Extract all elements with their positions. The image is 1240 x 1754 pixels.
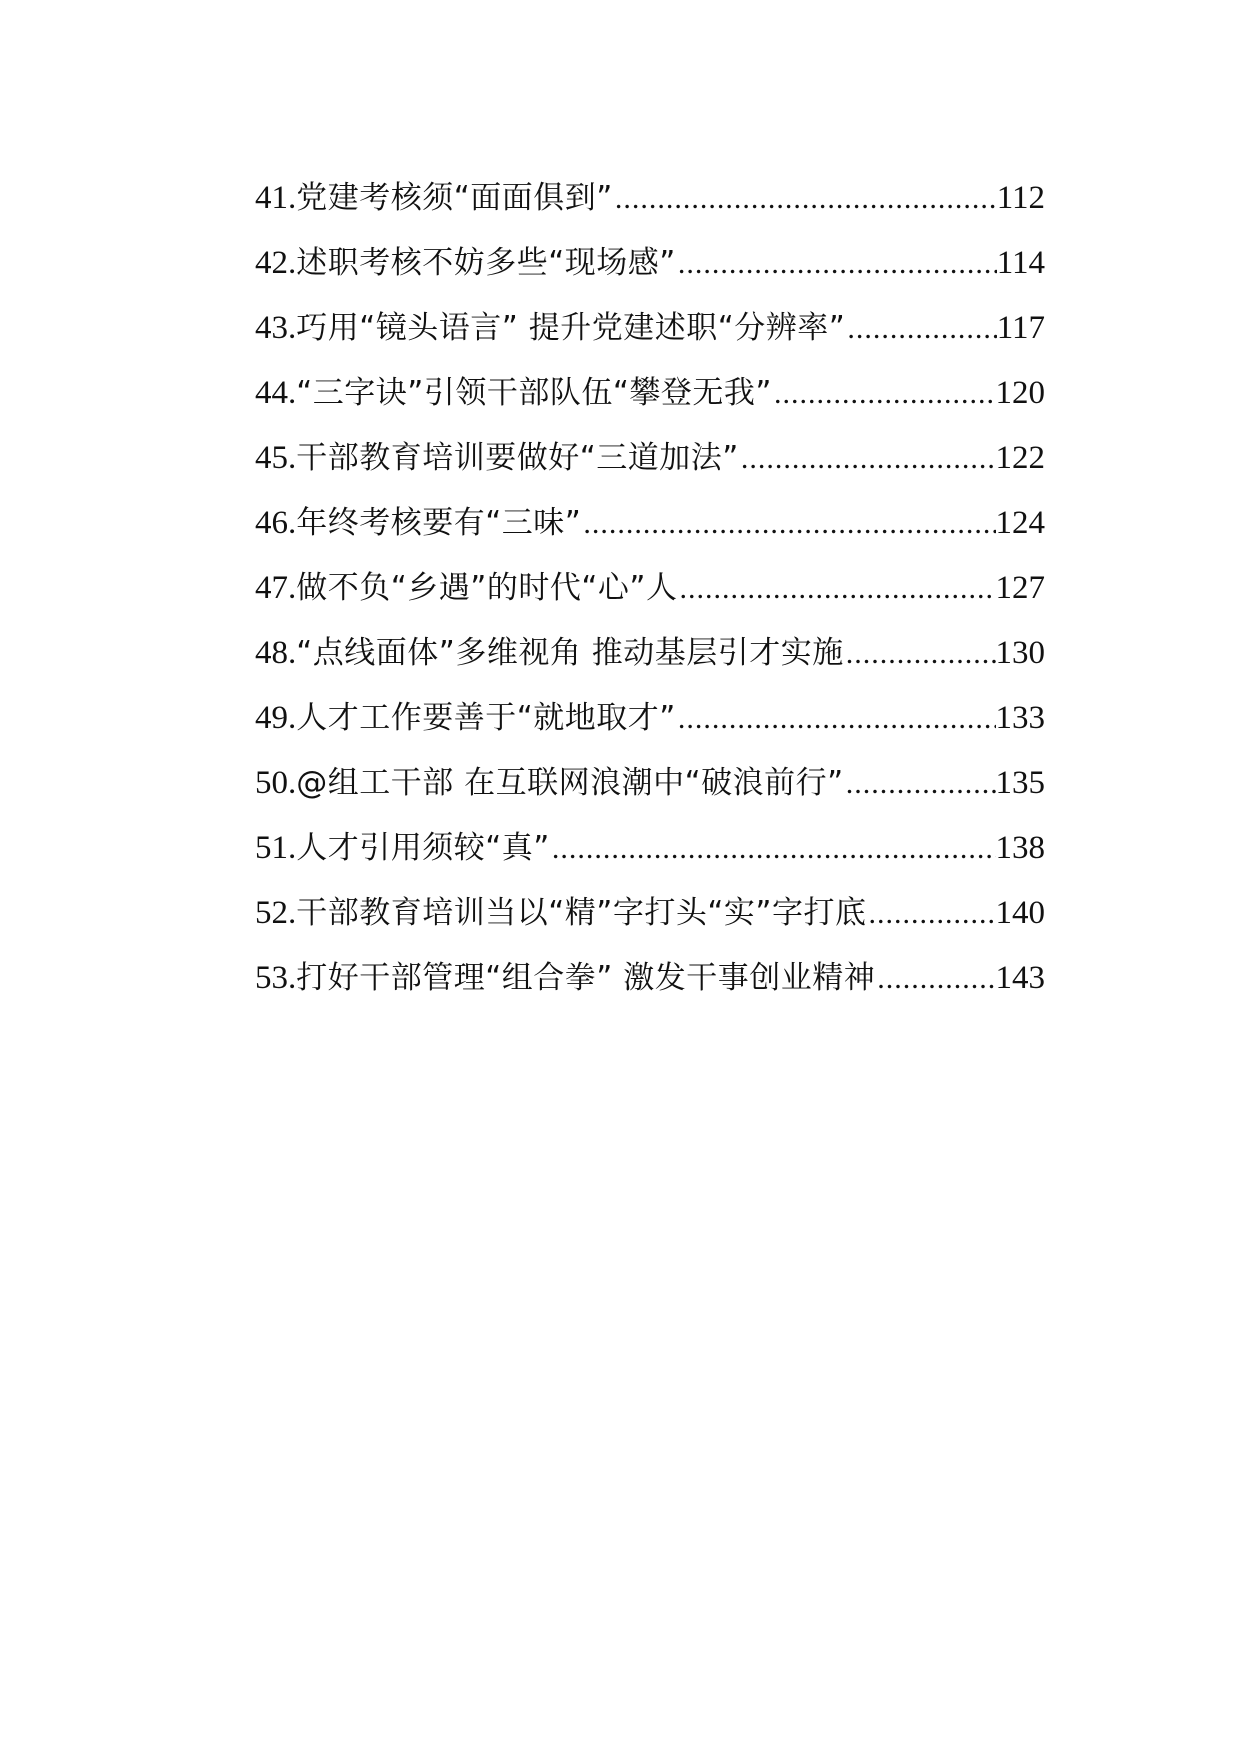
toc-entry-title: 人才引用须较“真”: [296, 830, 550, 866]
toc-entry-page: 133: [995, 700, 1045, 736]
toc-entry: [255, 556, 1045, 621]
toc-entry-number: 41.: [255, 180, 297, 216]
toc-entry: [255, 296, 1045, 361]
toc-entry: [255, 491, 1045, 556]
dot-leader: [676, 231, 997, 296]
toc-entry-number: 52.: [255, 895, 297, 931]
toc-entry-page: 127: [995, 570, 1045, 606]
toc-entry-title: 巧用“镜头语言” 提升党建述职“分辨率”: [296, 310, 846, 346]
toc-entry-title: 打好干部管理“组合拳” 激发干事创业精神: [296, 960, 876, 996]
toc-entry-title: “三字诀”引领干部队伍“攀登无我”: [296, 375, 772, 411]
dot-leader: [875, 946, 995, 1011]
dot-leader: [550, 816, 996, 881]
toc-entry: [255, 751, 1045, 816]
toc-entry-page: 130: [995, 635, 1045, 671]
toc-entry-page: 122: [995, 440, 1045, 476]
toc-entry-number: 45.: [255, 440, 297, 476]
toc-entry-page: 138: [995, 830, 1045, 866]
toc-entry-title: @组工干部 在互联网浪潮中“破浪前行”: [296, 765, 844, 801]
toc-entry-number: 49.: [255, 700, 297, 736]
toc-entry-title: 人才工作要善于“就地取才”: [296, 700, 676, 736]
toc-entry-number: 48.: [255, 635, 297, 671]
toc-entry: [255, 231, 1045, 296]
dot-leader: [867, 881, 996, 946]
toc-entry-number: 47.: [255, 570, 297, 606]
dot-leader: [844, 621, 996, 686]
toc-entry: [255, 166, 1045, 231]
toc-entry-number: 50.: [255, 765, 297, 801]
dot-leader: [772, 361, 996, 426]
toc-entry-title: “点线面体”多维视角 推动基层引才实施: [296, 635, 844, 671]
toc-entry-title: 党建考核须“面面俱到”: [296, 180, 613, 216]
toc-entry-page: 140: [995, 895, 1045, 931]
dot-leader: [678, 556, 996, 621]
toc-entry: [255, 946, 1045, 1011]
toc-entry-number: 44.: [255, 375, 297, 411]
table-of-contents: [255, 166, 1045, 1011]
toc-entry-number: 43.: [255, 310, 297, 346]
toc-entry-title: 述职考核不妨多些“现场感”: [296, 245, 676, 281]
dot-leader: [676, 686, 996, 751]
dot-leader: [613, 166, 997, 231]
toc-entry-number: 53.: [255, 960, 297, 996]
toc-entry-title: 做不负“乡遇”的时代“心”人: [296, 570, 678, 606]
toc-entry-page: 135: [995, 765, 1045, 801]
toc-entry: [255, 621, 1045, 686]
toc-entry: [255, 361, 1045, 426]
toc-entry-page: 112: [996, 180, 1045, 216]
toc-entry-title: 年终考核要有“三味”: [296, 505, 582, 541]
toc-entry-title: 干部教育培训要做好“三道加法”: [296, 440, 739, 476]
dot-leader: [844, 751, 996, 816]
toc-entry: [255, 426, 1045, 491]
toc-entry-page: 143: [995, 960, 1045, 996]
toc-entry-page: 124: [995, 505, 1045, 541]
toc-entry-number: 51.: [255, 830, 297, 866]
toc-entry: [255, 816, 1045, 881]
dot-leader: [581, 491, 995, 556]
toc-entry: [255, 881, 1045, 946]
toc-entry-page: 114: [996, 245, 1045, 281]
toc-entry-title: 干部教育培训当以“精”字打头“实”字打底: [296, 895, 867, 931]
toc-entry: [255, 686, 1045, 751]
toc-entry-page: 120: [995, 375, 1045, 411]
toc-entry-number: 42.: [255, 245, 297, 281]
toc-entry-page: 117: [996, 310, 1045, 346]
dot-leader: [845, 296, 996, 361]
dot-leader: [739, 426, 996, 491]
toc-entry-number: 46.: [255, 505, 297, 541]
